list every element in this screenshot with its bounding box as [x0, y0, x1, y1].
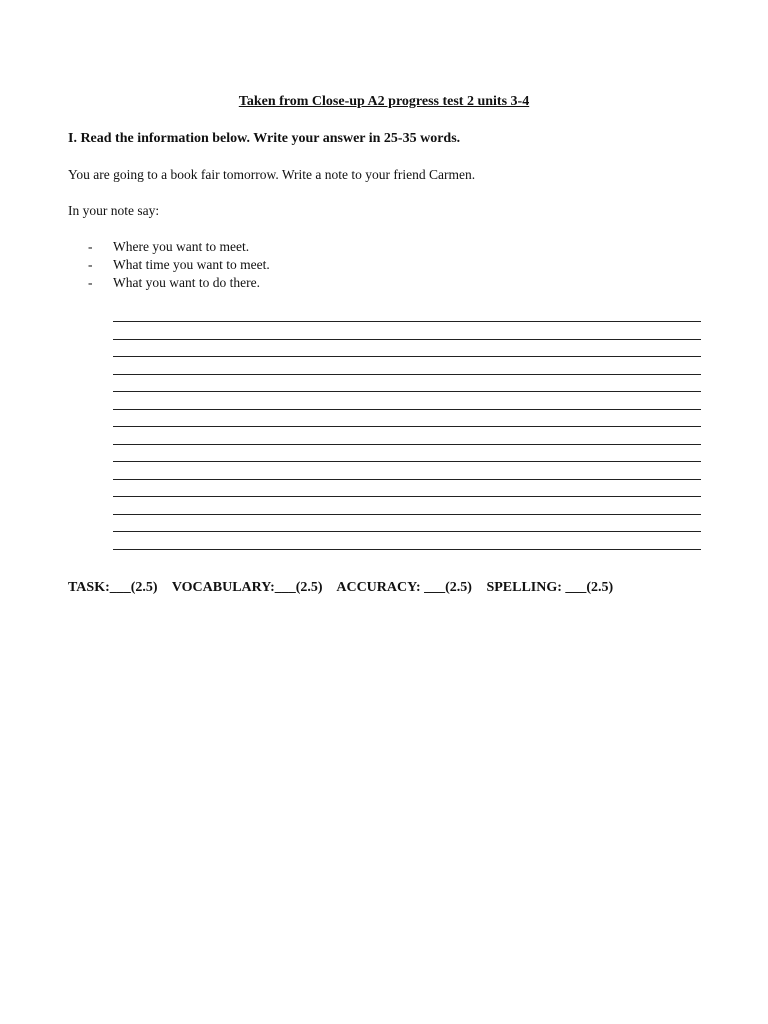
answer-line[interactable] [113, 480, 701, 498]
answer-line[interactable] [113, 357, 701, 375]
answer-line[interactable] [113, 392, 701, 410]
bullet-dash: - [88, 275, 93, 290]
score-task: TASK:___(2.5) [68, 580, 158, 595]
answer-line[interactable] [113, 515, 701, 533]
answer-line[interactable] [113, 532, 701, 550]
answer-line[interactable] [113, 462, 701, 480]
instruction-heading: I. Read the information below. Write your answer in 25-35 words. [68, 131, 461, 146]
answer-lines [113, 321, 701, 550]
answer-line[interactable] [113, 445, 701, 463]
answer-line[interactable] [113, 375, 701, 393]
answer-line[interactable] [113, 497, 701, 515]
bullet-text: Where you want to meet. [113, 239, 250, 254]
bullet-text: What you want to do there. [113, 275, 260, 290]
score-spelling: SPELLING: ___(2.5) [486, 580, 614, 595]
answer-line[interactable] [113, 427, 701, 445]
note-intro: In your note say: [68, 203, 160, 218]
bullet-dash: - [88, 239, 93, 254]
answer-line[interactable] [113, 340, 701, 358]
score-accuracy: ACCURACY: ___(2.5) [336, 580, 472, 595]
score-vocabulary: VOCABULARY:___(2.5) [171, 580, 323, 595]
answer-line[interactable] [113, 322, 701, 340]
score-rubric [68, 580, 624, 596]
writing-prompt: You are going to a book fair tomorrow. Write a note to your friend Carmen. [68, 167, 476, 182]
page-title: Taken from Close-up A2 progress test 2 units 3-4 [238, 94, 530, 109]
bullet-dash: - [88, 257, 93, 272]
answer-line[interactable] [113, 410, 701, 428]
bullet-text: What time you want to meet. [113, 257, 270, 272]
